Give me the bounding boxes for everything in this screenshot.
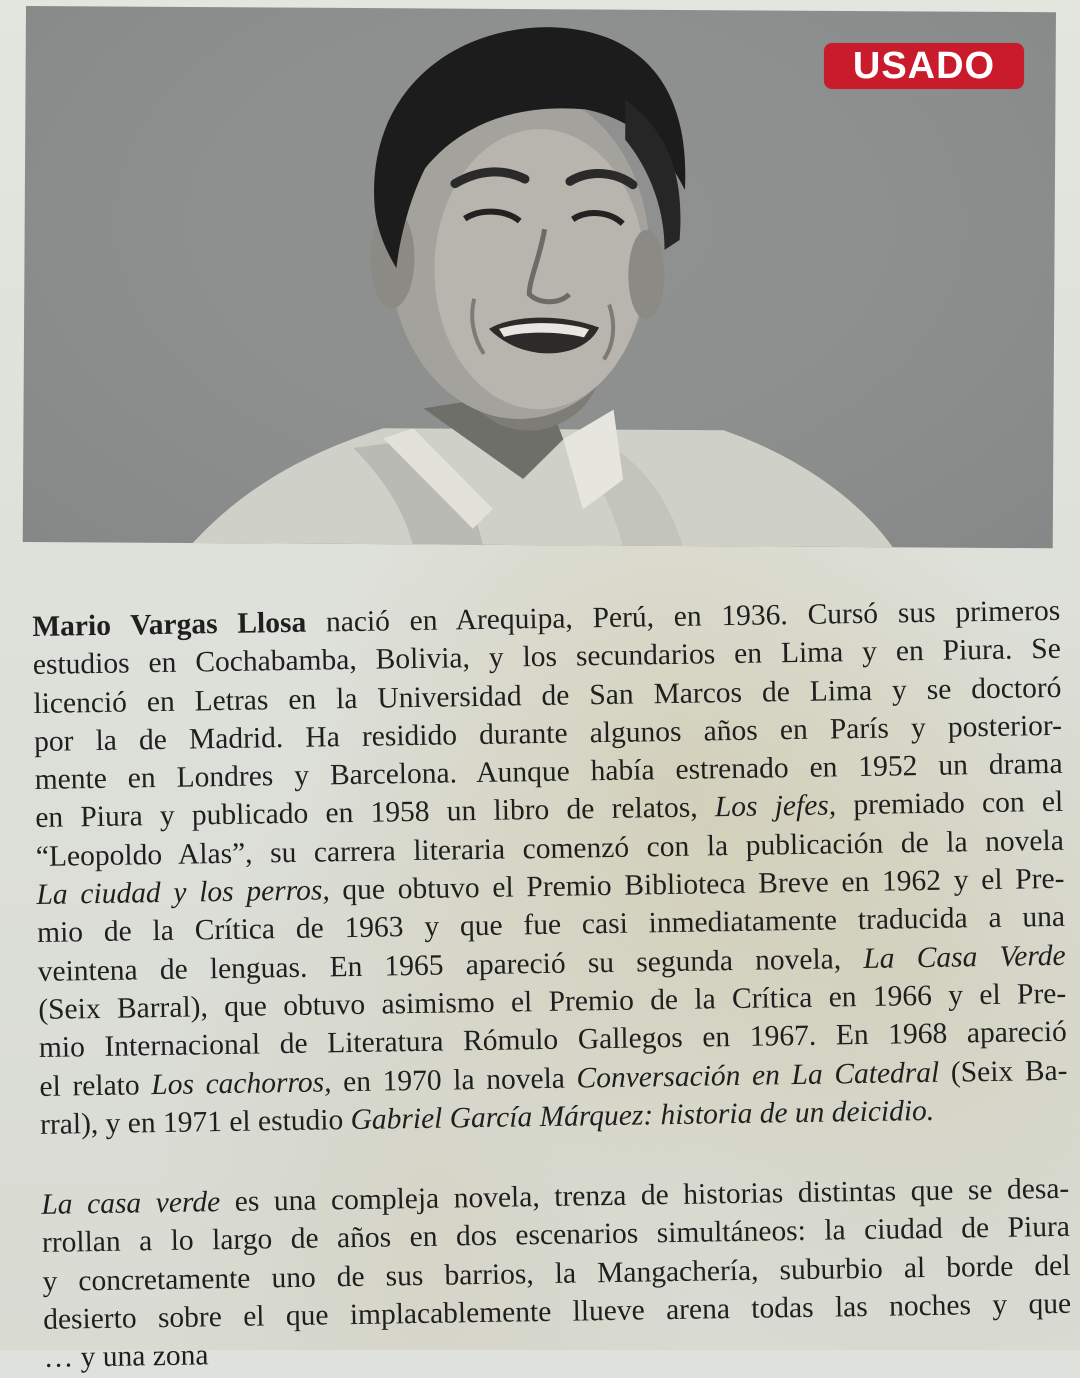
bio-line: “Leopoldo Alas”, su carrera literaria comenzó con la publicación de la novela xyxy=(35,824,1065,873)
bio-line: mio de la Crítica de 1963 y que fue casi inmediatamente traducida a una xyxy=(36,901,1066,950)
synopsis-line: rrollan a lo largo de años en dos escenarios simultáneos: la ciudad de Piura xyxy=(41,1211,1071,1260)
book-title: La ciudad y los perros, xyxy=(36,874,330,912)
synopsis-line: La casa verde es una compleja novela, trenza de historias distintas que se desa- xyxy=(41,1172,1070,1222)
bio-line: licenció en Letras en la Universidad de San Marcos de Lima y se doctoró xyxy=(33,671,1062,720)
book-title: La casa verde xyxy=(41,1186,221,1222)
synopsis-line: desierto sobre el que implacablemente llueve arena todas las noches y que xyxy=(42,1287,1072,1336)
bio-line: veintena de lenguas. En 1965 apareció su segunda novela, La Casa Verde xyxy=(37,939,1066,988)
author-bio-paragraph xyxy=(32,592,1070,1144)
book-title: Los cachorros, xyxy=(151,1065,332,1101)
bio-line: mio Internacional de Literatura Rómulo Gallegos en 1967. En 1968 apareció xyxy=(38,1016,1068,1065)
condition-badge-label: USADO xyxy=(852,45,996,87)
synopsis-line: y concretamente uno de sus barrios, la Mangachería, suburbio al borde del xyxy=(42,1249,1071,1298)
synopsis-paragraph xyxy=(41,1170,1074,1378)
bio-line: por la de Madrid. Ha residido durante algunos años en París y posterior- xyxy=(33,709,1063,758)
back-cover-text xyxy=(32,592,1074,1378)
author-name: Mario Vargas Llosa xyxy=(32,606,307,643)
bio-line: en Piura y publicado en 1958 un libro de relatos, Los jefes, premiado con el xyxy=(35,786,1064,835)
book-title: La Casa Verde xyxy=(863,939,1066,975)
book-title: Conversación en La Catedral xyxy=(576,1056,940,1095)
bio-line: mente en Londres y Barcelona. Aunque había estrenado en 1952 un drama xyxy=(34,748,1063,797)
bio-line: estudios en Cochabamba, Bolivia, y los secundarios en Lima y en Piura. Se xyxy=(32,633,1062,682)
book-title: Gabriel García Márquez: historia de un deicidio. xyxy=(350,1094,935,1136)
book-title: Los jefes, xyxy=(714,789,837,824)
bio-line: La ciudad y los perros, que obtuvo el Premio Biblioteca Breve en 1962 y el Pre- xyxy=(36,862,1065,912)
bio-line: rral), y en 1971 el estudio Gabriel García Márquez: historia de un deicidio. xyxy=(39,1094,935,1141)
condition-badge-used xyxy=(824,43,1024,89)
bio-line: (Seix Barral), que obtuvo asimismo el Premio de la Crítica en 1966 y el Pre- xyxy=(38,977,1067,1026)
synopsis-line-partial: … y una zona xyxy=(43,1339,209,1375)
bio-line: el relato Los cachorros, en 1970 la novela Conversación en La Catedral (Seix Ba- xyxy=(39,1054,1068,1103)
bio-line: Mario Vargas Llosa nació en Arequipa, Perú, en 1936. Cursó sus primeros xyxy=(32,594,1061,643)
